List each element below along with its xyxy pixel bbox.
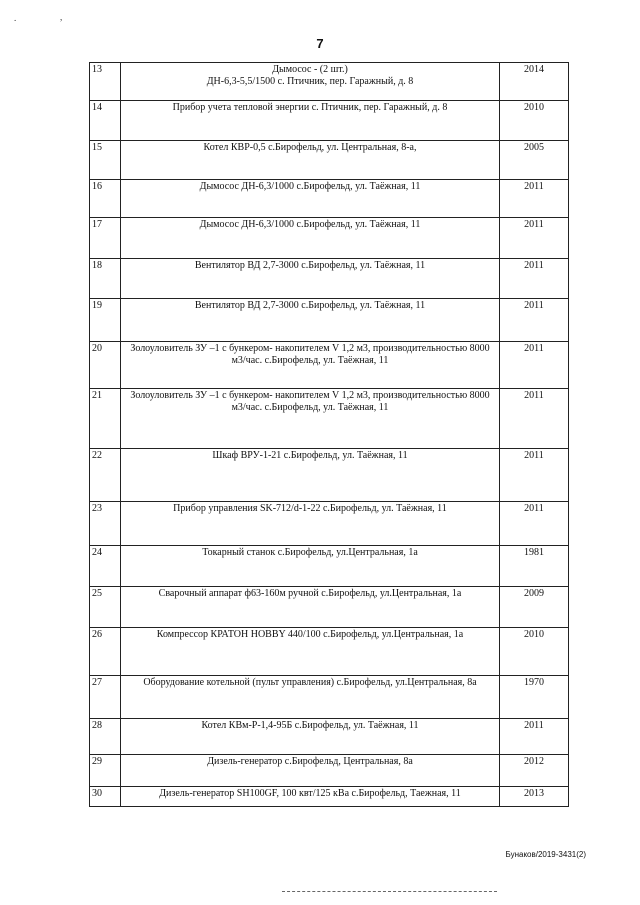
row-year: 2005 xyxy=(500,141,569,180)
table-row xyxy=(90,101,569,141)
row-number: 16 xyxy=(90,180,121,218)
table-row xyxy=(90,502,569,546)
row-description: Дымосос - (2 шт.) ДН-6,3-5,5/1500 с. Птичник, пер. Гаражный, д. 8 xyxy=(121,63,500,101)
row-number: 23 xyxy=(90,502,121,546)
table-row xyxy=(90,389,569,449)
table-row xyxy=(90,180,569,218)
row-year: 2011 xyxy=(500,449,569,502)
table-row xyxy=(90,342,569,389)
row-year: 2011 xyxy=(500,342,569,389)
table-row xyxy=(90,787,569,807)
row-description: Прибор учета тепловой энергии с. Птичник, пер. Гаражный, д. 8 xyxy=(121,101,500,141)
row-year: 2011 xyxy=(500,259,569,299)
table-row xyxy=(90,587,569,628)
row-description: Оборудование котельной (пульт управления) с.Бирофельд, ул.Центральная, 8а xyxy=(121,676,500,719)
document-reference: Бунаков/2019-3431(2) xyxy=(505,850,586,859)
row-number: 28 xyxy=(90,719,121,755)
row-description: Вентилятор ВД 2,7-3000 с.Бирофельд, ул. Таёжная, 11 xyxy=(121,259,500,299)
row-number: 21 xyxy=(90,389,121,449)
row-year: 2010 xyxy=(500,101,569,141)
row-year: 2014 xyxy=(500,63,569,101)
row-description: Вентилятор ВД 2,7-3000 с.Бирофельд, ул. Таёжная, 11 xyxy=(121,299,500,342)
bottom-rule xyxy=(282,891,497,892)
row-number: 29 xyxy=(90,755,121,787)
row-number: 20 xyxy=(90,342,121,389)
row-year: 2011 xyxy=(500,218,569,259)
row-description: Золоуловитель ЗУ –1 с бункером- накопителем V 1,2 м3, производительностью 8000 м3/час. с.Бирофельд, ул. Таёжная, 11 xyxy=(121,389,500,449)
row-number: 27 xyxy=(90,676,121,719)
table-row xyxy=(90,141,569,180)
row-year: 2011 xyxy=(500,719,569,755)
row-description: Дизель-генератор SH100GF, 100 квт/125 кВа с.Бирофельд, Таежная, 11 xyxy=(121,787,500,807)
row-description: Дизель-генератор с.Бирофельд, Центральная, 8а xyxy=(121,755,500,787)
row-year: 1970 xyxy=(500,676,569,719)
row-number: 22 xyxy=(90,449,121,502)
row-number: 24 xyxy=(90,546,121,587)
row-year: 1981 xyxy=(500,546,569,587)
asset-table xyxy=(89,62,569,807)
table-row xyxy=(90,299,569,342)
table-row xyxy=(90,628,569,676)
row-description: Дымосос ДН-6,3/1000 с.Бирофельд, ул. Таёжная, 11 xyxy=(121,180,500,218)
row-year: 2011 xyxy=(500,180,569,218)
row-description: Прибор управления SK-712/d-1-22 с.Бирофельд, ул. Таёжная, 11 xyxy=(121,502,500,546)
row-description: Сварочный аппарат ф63-160м ручной с.Бирофельд, ул.Центральная, 1а xyxy=(121,587,500,628)
table-row xyxy=(90,546,569,587)
table-row xyxy=(90,676,569,719)
row-description: Токарный станок с.Бирофельд, ул.Центральная, 1а xyxy=(121,546,500,587)
table-row xyxy=(90,719,569,755)
row-number: 18 xyxy=(90,259,121,299)
row-number: 13 xyxy=(90,63,121,101)
table-row xyxy=(90,63,569,101)
scan-mark: . xyxy=(14,13,17,23)
table-row xyxy=(90,259,569,299)
table-row xyxy=(90,449,569,502)
row-description: Шкаф ВРУ-1-21 с.Бирофельд, ул. Таёжная, 11 xyxy=(121,449,500,502)
row-description: Котел КВм-Р-1,4-95Б с.Бирофельд, ул. Таёжная, 11 xyxy=(121,719,500,755)
row-year: 2011 xyxy=(500,389,569,449)
row-number: 25 xyxy=(90,587,121,628)
table-row xyxy=(90,755,569,787)
row-year: 2009 xyxy=(500,587,569,628)
row-description: Дымосос ДН-6,3/1000 с.Бирофельд, ул. Таёжная, 11 xyxy=(121,218,500,259)
row-year: 2010 xyxy=(500,628,569,676)
page-number: 7 xyxy=(316,36,324,51)
table-row xyxy=(90,218,569,259)
row-description: Котел КВР-0,5 с.Бирофельд, ул. Центральная, 8-а, xyxy=(121,141,500,180)
row-number: 30 xyxy=(90,787,121,807)
row-number: 26 xyxy=(90,628,121,676)
row-number: 15 xyxy=(90,141,121,180)
row-year: 2011 xyxy=(500,502,569,546)
row-number: 14 xyxy=(90,101,121,141)
row-year: 2013 xyxy=(500,787,569,807)
row-description: Золоуловитель ЗУ –1 с бункером- накопителем V 1,2 м3, производительностью 8000 м3/час. с.Бирофельд, ул. Таёжная, 11 xyxy=(121,342,500,389)
row-number: 17 xyxy=(90,218,121,259)
scan-mark: , xyxy=(60,12,63,22)
row-year: 2011 xyxy=(500,299,569,342)
row-number: 19 xyxy=(90,299,121,342)
row-description: Компрессор КРАТОН HOBBY 440/100 с.Бирофельд, ул.Центральная, 1а xyxy=(121,628,500,676)
row-year: 2012 xyxy=(500,755,569,787)
